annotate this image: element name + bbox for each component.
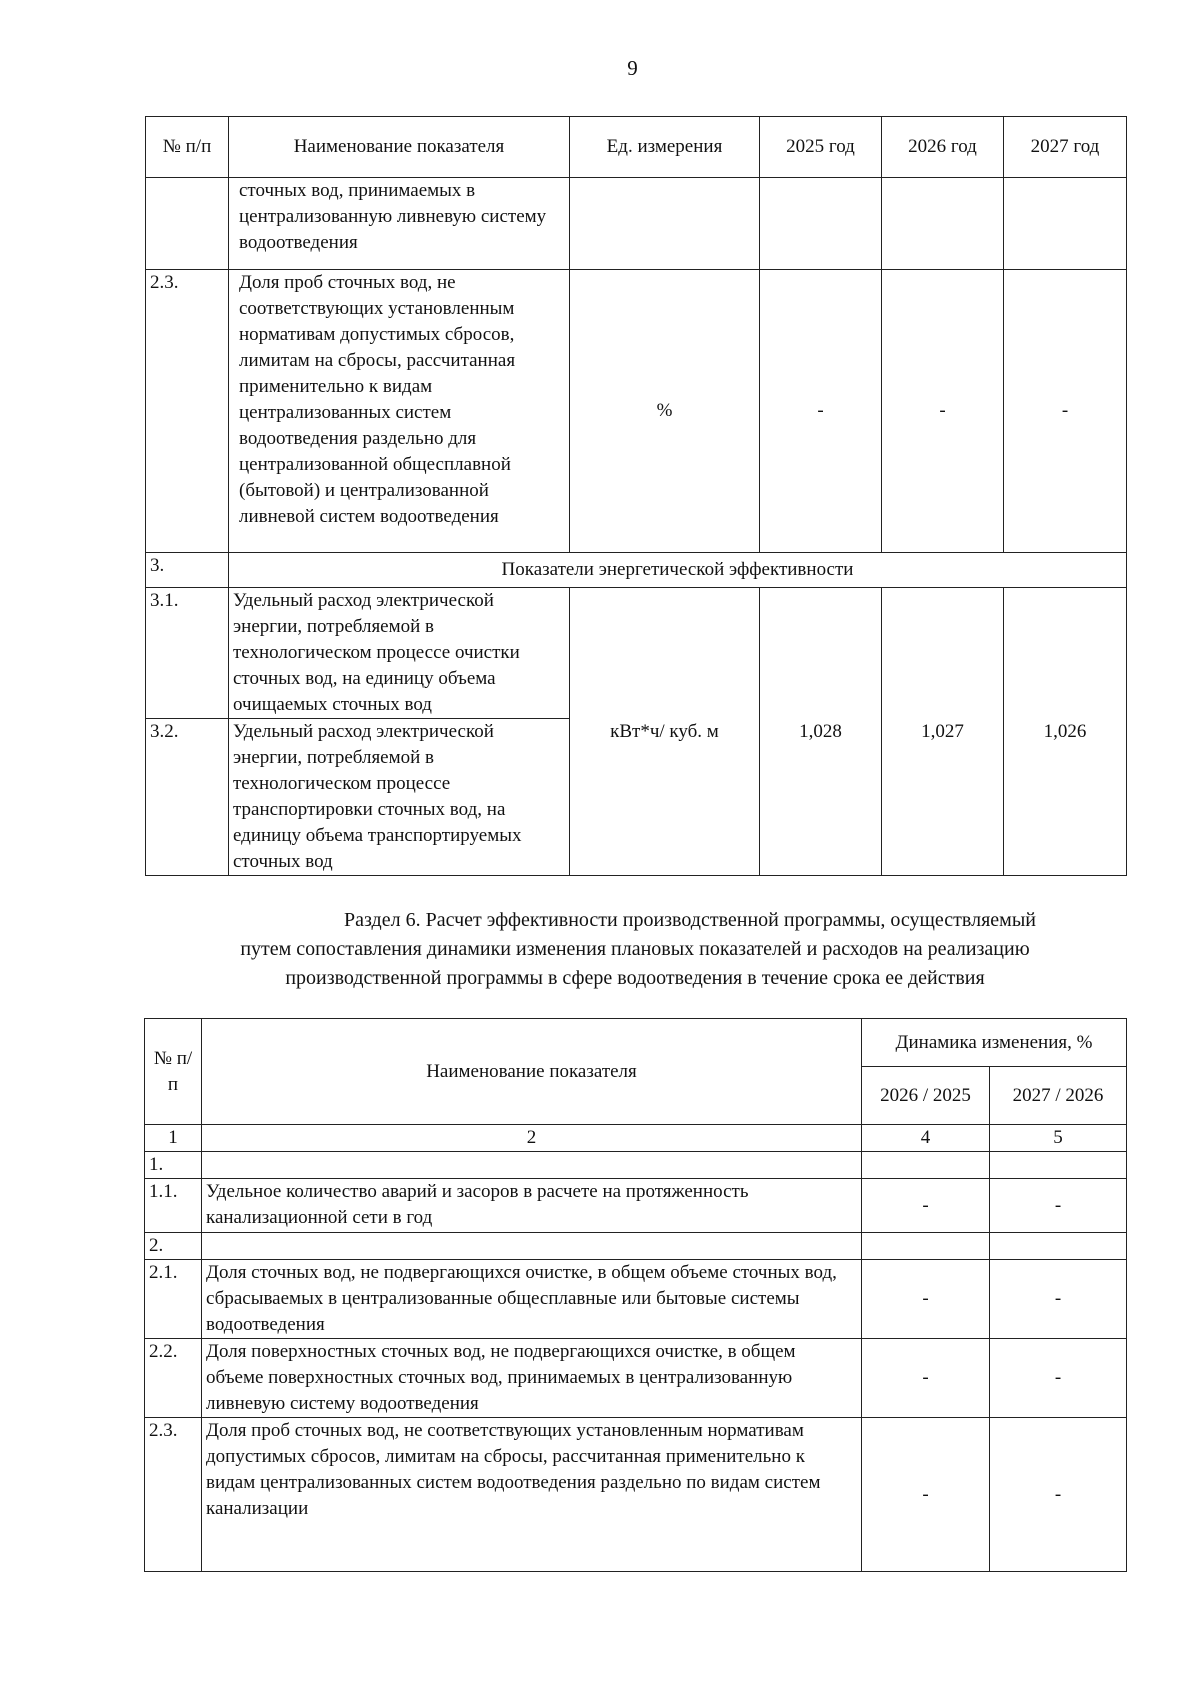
page-number: 9: [627, 56, 638, 80]
row-num: [146, 178, 229, 270]
row-unit: %: [570, 270, 760, 553]
row-name: Доля проб сточных вод, не соответствующих установленным нормативам допустимых сбросов, лимитам на сбросы, рассчитанная применительно к видам централизованных систем водоотведения раздельно по видам систем канализации: [202, 1418, 862, 1572]
row-name: Доля поверхностных сточных вод, не подвергающихся очистке, в общем объеме поверхностных сточных вод, принимаемых в централизованную ливневую систему водоотведения: [202, 1339, 862, 1418]
table-row: [146, 270, 1127, 553]
row-num: 3.1.: [146, 588, 229, 719]
header-num: № п/п: [146, 117, 229, 178]
row-2026: [882, 178, 1004, 270]
header-2026-2025: 2026 / 2025: [862, 1067, 990, 1125]
row-name: Удельный расход электрической энергии, потребляемой в технологическом процессе транспортировки сточных вод, на единицу объема транспортируемых сточных вод: [229, 719, 570, 876]
row-name: [202, 1152, 862, 1179]
column-number-row: [145, 1125, 1127, 1152]
col-number: 5: [990, 1125, 1127, 1152]
row-name: сточных вод, принимаемых в централизованную ливневую систему водоотведения: [229, 178, 570, 270]
header-2026: 2026 год: [882, 117, 1004, 178]
row-name: [202, 1233, 862, 1260]
table-header-row: [146, 117, 1127, 178]
table-row: [145, 1179, 1127, 1233]
row-2025: -: [760, 270, 882, 553]
row-name: Доля сточных вод, не подвергающихся очистке, в общем объеме сточных вод, сбрасываемых в централизованные общесплавные или бытовые системы водоотведения: [202, 1260, 862, 1339]
energy-unit: кВт*ч/ куб. м: [570, 588, 760, 876]
table-row: [145, 1339, 1127, 1418]
row-unit: [570, 178, 760, 270]
row-num: 2.: [145, 1233, 202, 1260]
efficiency-table: [144, 1018, 1127, 1572]
table-row: [145, 1260, 1127, 1339]
row-2025: [760, 178, 882, 270]
indicators-table: [145, 116, 1127, 876]
row-2027-2026: [990, 1233, 1127, 1260]
table-row: [145, 1152, 1127, 1179]
row-num: 1.1.: [145, 1179, 202, 1233]
energy-2027: 1,026: [1004, 588, 1127, 876]
header-2025: 2025 год: [760, 117, 882, 178]
header-2027-2026: 2027 / 2026: [990, 1067, 1127, 1125]
energy-2025: 1,028: [760, 588, 882, 876]
row-2027-2026: -: [990, 1339, 1127, 1418]
section-6-line-3: производственной программы в сфере водоотведения в течение срока ее действия: [285, 967, 985, 989]
row-2026-2025: -: [862, 1418, 990, 1572]
row-2027-2026: -: [990, 1179, 1127, 1233]
table-row: [146, 178, 1127, 270]
row-2027: [1004, 178, 1127, 270]
row-name: Удельное количество аварий и засоров в расчете на протяженность канализационной сети в год: [202, 1179, 862, 1233]
col-number: 4: [862, 1125, 990, 1152]
row-num: 2.1.: [145, 1260, 202, 1339]
row-2026-2025: [862, 1152, 990, 1179]
row-num: 1.: [145, 1152, 202, 1179]
header-2027: 2027 год: [1004, 117, 1127, 178]
section-row: [146, 553, 1127, 588]
row-2026-2025: -: [862, 1260, 990, 1339]
row-num: 3.2.: [146, 719, 229, 876]
section-6-line-1: Раздел 6. Расчет эффективности производственной программы, осуществляемый: [344, 909, 1036, 931]
header-name: Наименование показателя: [202, 1019, 862, 1125]
table-row: [145, 1233, 1127, 1260]
col-number: 2: [202, 1125, 862, 1152]
row-2027-2026: -: [990, 1418, 1127, 1572]
header-num: № п/п: [145, 1019, 202, 1125]
section-6-heading: [140, 906, 1130, 993]
header-name: Наименование показателя: [229, 117, 570, 178]
row-2027-2026: [990, 1152, 1127, 1179]
energy-2026: 1,027: [882, 588, 1004, 876]
row-2026-2025: -: [862, 1179, 990, 1233]
row-num: 3.: [146, 553, 229, 588]
table-row: [145, 1418, 1127, 1572]
row-num: 2.3.: [145, 1418, 202, 1572]
row-2026-2025: [862, 1233, 990, 1260]
row-2026: -: [882, 270, 1004, 553]
section-6-line-2: путем сопоставления динамики изменения плановых показателей и расходов на реализацию: [240, 938, 1030, 960]
row-num: 2.3.: [146, 270, 229, 553]
header-dynamics: Динамика изменения, %: [862, 1019, 1127, 1067]
row-name: Удельный расход электрической энергии, потребляемой в технологическом процессе очистки сточных вод, на единицу объема очищаемых сточных вод: [229, 588, 570, 719]
row-name: Доля проб сточных вод, не соответствующих установленным нормативам допустимых сбросов, лимитам на сбросы, рассчитанная применительно к видам централизованных систем водоотведения раздельно для централизованной общесплавной (бытовой) и централизованной ливневой систем водоотведения: [229, 270, 570, 553]
header-unit: Ед. измерения: [570, 117, 760, 178]
table-header-row: [145, 1019, 1127, 1067]
row-2027-2026: -: [990, 1260, 1127, 1339]
row-2027: -: [1004, 270, 1127, 553]
col-number: 1: [145, 1125, 202, 1152]
row-2026-2025: -: [862, 1339, 990, 1418]
row-num: 2.2.: [145, 1339, 202, 1418]
table-row: [146, 588, 1127, 719]
section-title-energy: Показатели энергетической эффективности: [229, 553, 1127, 588]
